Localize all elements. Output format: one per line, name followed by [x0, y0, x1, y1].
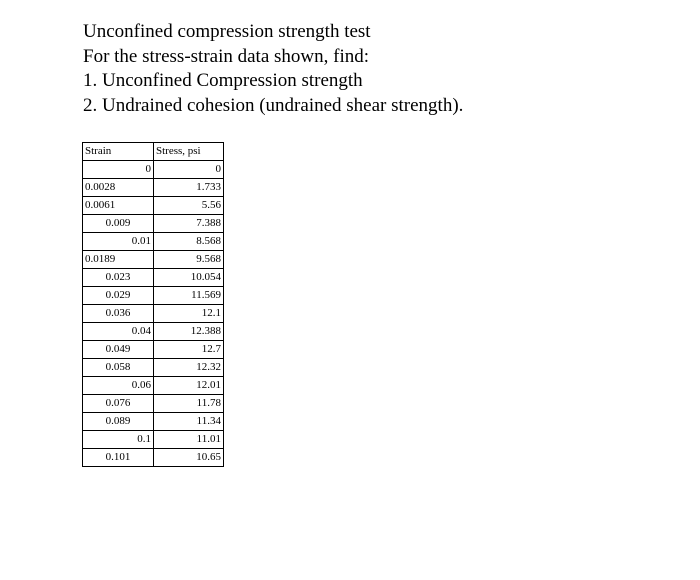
table-header-row	[83, 143, 224, 161]
stress-cell: 12.7	[154, 341, 224, 359]
stress-cell: 12.32	[154, 359, 224, 377]
table-row	[83, 341, 224, 359]
stress-cell: 11.34	[154, 413, 224, 431]
strain-cell: 0.023	[83, 269, 154, 287]
table-row	[83, 179, 224, 197]
strain-cell: 0.101	[83, 449, 154, 467]
stress-cell: 7.388	[154, 215, 224, 233]
table-row	[83, 359, 224, 377]
table-row	[83, 215, 224, 233]
table-row	[83, 251, 224, 269]
stress-cell: 12.388	[154, 323, 224, 341]
strain-cell: 0.036	[83, 305, 154, 323]
stress-strain-table	[82, 142, 224, 467]
table-row	[83, 269, 224, 287]
stress-cell: 9.568	[154, 251, 224, 269]
strain-cell: 0.089	[83, 413, 154, 431]
table-row	[83, 197, 224, 215]
stress-cell: 12.1	[154, 305, 224, 323]
stress-cell: 1.733	[154, 179, 224, 197]
problem-statement	[83, 20, 683, 118]
stress-cell: 12.01	[154, 377, 224, 395]
strain-cell: 0.049	[83, 341, 154, 359]
strain-cell: 0.01	[83, 233, 154, 251]
strain-cell: 0.076	[83, 395, 154, 413]
table-row	[83, 377, 224, 395]
table-row	[83, 233, 224, 251]
table-row	[83, 449, 224, 467]
table-row	[83, 395, 224, 413]
strain-cell: 0.029	[83, 287, 154, 305]
strain-cell: 0.0028	[83, 179, 154, 197]
stress-cell: 0	[154, 161, 224, 179]
strain-cell: 0.1	[83, 431, 154, 449]
stress-cell: 11.78	[154, 395, 224, 413]
strain-cell: 0.06	[83, 377, 154, 395]
stress-cell: 11.569	[154, 287, 224, 305]
table-body	[83, 161, 224, 467]
stress-cell: 5.56	[154, 197, 224, 215]
stress-cell: 10.054	[154, 269, 224, 287]
strain-cell: 0.058	[83, 359, 154, 377]
strain-header: Strain	[83, 143, 154, 161]
table-row	[83, 161, 224, 179]
table-row	[83, 287, 224, 305]
strain-cell: 0.0189	[83, 251, 154, 269]
problem-title: Unconfined compression strength test	[83, 21, 371, 42]
strain-cell: 0.0061	[83, 197, 154, 215]
table-row	[83, 305, 224, 323]
stress-cell: 11.01	[154, 431, 224, 449]
stress-cell: 10.65	[154, 449, 224, 467]
problem-item-1: 1. Unconfined Compression strength	[83, 70, 363, 91]
problem-item-2: 2. Undrained cohesion (undrained shear strength).	[83, 94, 464, 116]
table-row	[83, 323, 224, 341]
strain-cell: 0	[83, 161, 154, 179]
stress-header: Stress, psi	[154, 143, 224, 161]
stress-cell: 8.568	[154, 233, 224, 251]
strain-cell: 0.009	[83, 215, 154, 233]
problem-prompt: For the stress-strain data shown, find:	[83, 45, 370, 67]
strain-cell: 0.04	[83, 323, 154, 341]
table-row	[83, 431, 224, 449]
table-row	[83, 413, 224, 431]
